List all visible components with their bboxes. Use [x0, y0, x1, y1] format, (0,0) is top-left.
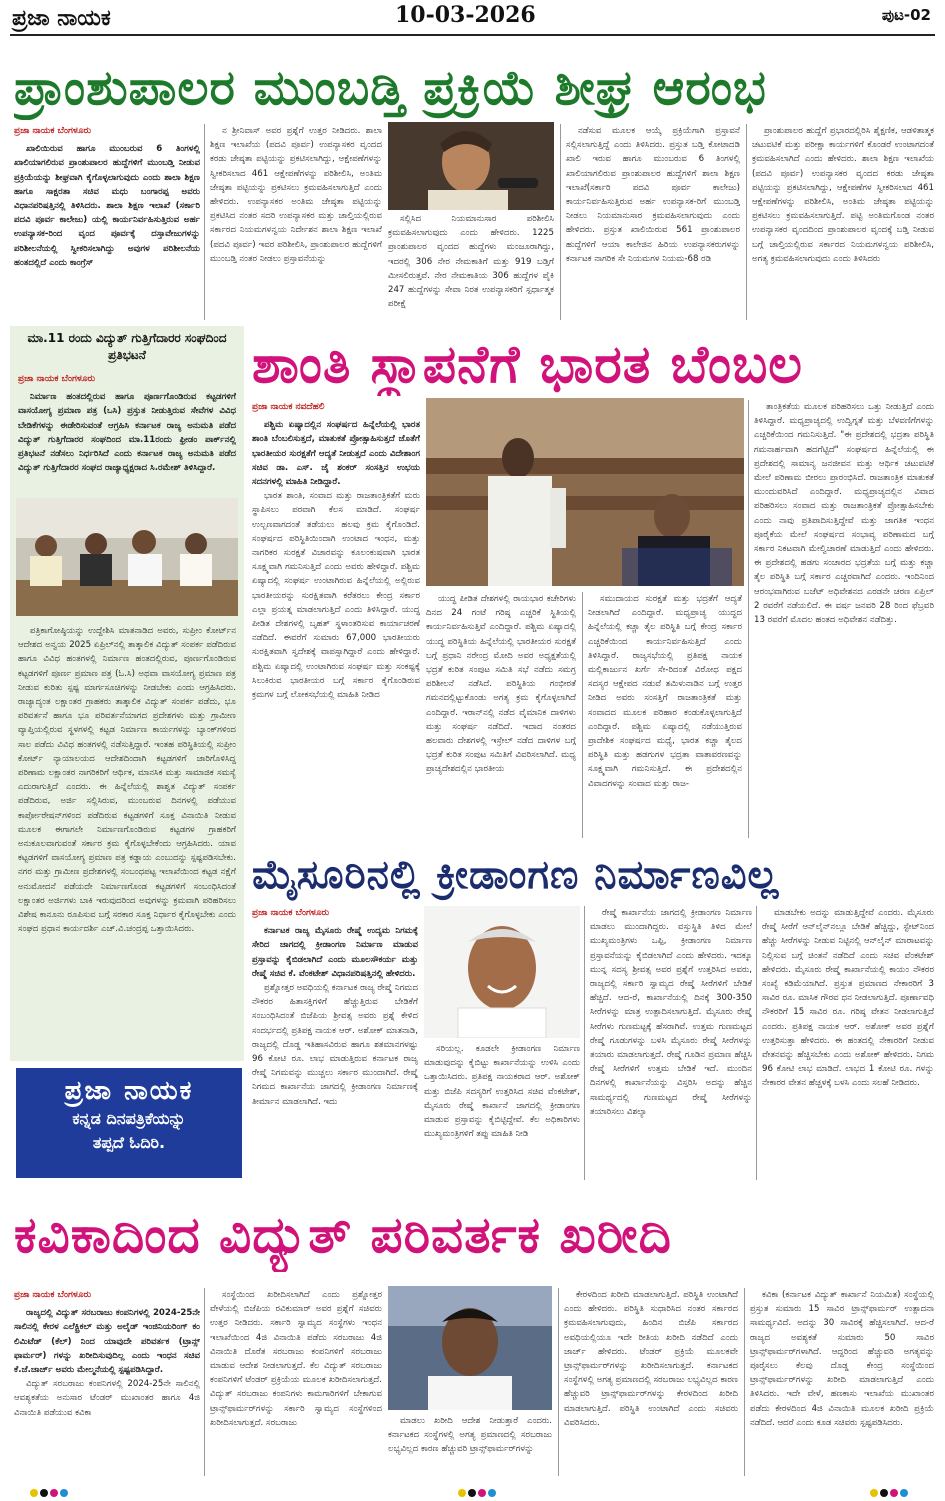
- headline-principal-promotion: ಪ್ರಾಂಶುಪಾಲರ ಮುಂಬಡ್ತಿ ಪ್ರಕ್ರಿಯೆ ಶೀಘ್ರ ಆರಂಭ: [14, 60, 767, 116]
- story2-text-2: ಯುದ್ಧ ಪೀಡಿತ ದೇಶಗಳಲ್ಲಿ ರಾಯಭಾರ ಕಚೇರಿಗಳು ದಿನದ 24 ಗಂಟೆ ಗರಿಷ್ಠ ಎಚ್ಚರಿಕೆ ಸ್ಥಿತಿಯಲ್ಲಿ ಕಾರ್ಯನಿರ್ವಹಿಸುತ್ತಿವೆ ಎಂದಿದ್ದಾರೆ. ಪಶ್ಚಿಮ ಏಷ್ಯಾದಲ್ಲಿ ಯುದ್ಧ ಪರಿಸ್ಥಿತಿಯ ಹಿನ್ನೆಲೆಯಲ್ಲಿ ಭಾರತೀಯರ ಸುರಕ್ಷತೆ ಬಗ್ಗೆ ಪ್ರಧಾನಿ ನರೇಂದ್ರ ಮೋದಿ ಅವರ ಅಧ್ಯಕ್ಷತೆಯಲ್ಲಿ ಭದ್ರತೆ ಕುರಿತ ಸಂಪುಟ ಸಮಿತಿ ಸಭೆ ನಡೆದು ಸಮಗ್ರ ಪರಿಶೀಲನೆ ನಡೆಸಿದೆ. ಪರಿಸ್ಥಿತಿಯ ಗಂಭೀರತೆ ಗಮನದಲ್ಲಿಟ್ಟುಕೊಂಡು ಅಗತ್ಯ ಕ್ರಮ ಕೈಗೊಳ್ಳಲಾಗಿದೆ ಎಂದಿದ್ದಾರೆ. ಇರಾನ್‌ನಲ್ಲಿ ನಡೆದ ವೈಮಾನಿಕ ದಾಳಿಗಳು ಮತ್ತು ಸಂಘರ್ಷ ನಡೆದಿದೆ. ಇದಾದ ನಂತರದ ಹಲವಾರು ದೇಶಗಳಲ್ಲಿ ಇಸ್ರೇಲ್ ನಡೆದ ದಾಳಿಗಳ ಬಗ್ಗೆ ಭದ್ರತೆ ಕುರಿತ ಸಂಪುಟ ಸಮಿತಿಗೆ ವಿವರಿಸಲಾಗಿದೆ. ಮಧ್ಯ ಪ್ರಾಚ್ಯದೇಶದಲ್ಲಿನ ಭಾರತೀಯ: [426, 594, 576, 775]
- story4-text-1: ವಿದ್ಯುತ್ ಸರಬರಾಜು ಕಂಪನಿಗಳಲ್ಲಿ 2024-25ನೇ ಸಾಲಿನಲ್ಲಿ ಆವಶ್ಯಕತೆಯ ಅನುಸಾರ ಟೆಂಡರ್ ಮುಖಾಂತರ ಹಾಗೂ 4ಜಿ ವಿನಾಯಿತಿ ಪಡೆಯುವ ಕವಿಕಾ: [14, 1379, 200, 1418]
- story3-text-3: ರೇಷ್ಮೆ ಕಾರ್ಖಾನೆಯ ಜಾಗದಲ್ಲಿ ಕ್ರೀಡಾಂಗಣ ನಿರ್ಮಾಣ ಮಾಡಲು ಮುಂದಾಗಿದ್ದರು. ವಸ್ತುಸ್ಥಿತಿ ತಿಳಿದ ಮೇಲೆ ಮುಖ್ಯಮಂತ್ರಿಗಳು ಒಪ್ಪಿ, ಕ್ರೀಡಾಂಗಣ ನಿರ್ಮಾಣ ಪ್ರಸ್ತಾವನೆಯನ್ನು ಕೈಬಿಡಲಾಗಿದೆ ಎಂದು ಹೇಳಿದರು. ಇದಕ್ಕೂ ಮುನ್ನ ಸದಸ್ಯ ಶ್ರೀವತ್ಸ ಅವರ ಪ್ರಶ್ನೆಗೆ ಉತ್ತರಿಸಿದ ಅವರು, ರಾಜ್ಯದಲ್ಲಿ ಸರ್ಕಾರಿ ಸ್ವಾಮ್ಯದ ರೇಷ್ಮೆ ಸೀರೆಗಳಿಗೆ ಬೇಡಿಕೆ ಹೆಚ್ಚಿದೆ. ಆದ-ರೆ, ಕಾರ್ಖಾನೆಯಲ್ಲಿ ದಿನಕ್ಕೆ 300-350 ಸೀರೆಗಳನ್ನು ಮಾತ್ರ ಉತ್ಪಾದಿಸಲಾಗುತ್ತಿದೆ. ಮೈಸೂರು ರೇಷ್ಮೆ ಸೀರೆಗಳು ಗುಣಮಟ್ಟಕ್ಕೆ ಹೆಸರಾಗಿವೆ. ಉತ್ತಮ ಗುಣಮಟ್ಟದ ರೇಷ್ಮೆ ಗೂಡುಗಳನ್ನು ಬಳಸಿ ಮೈಸೂರು ರೇಷ್ಮೆ ಸೀರೆಗಳನ್ನು ತಯಾರು ಮಾಡಲಾಗುತ್ತದೆ. ರೇಷ್ಮೆ ಗೂಡಿನ ಪ್ರಮಾಣ ಹೆಚ್ಚಿಸಿ ರೇಷ್ಮೆ ಸೀರೆಗಳಿಗೆ ಉತ್ತಮ ಬೇಡಿಕೆ ಇದೆ. ಮುಂದಿನ ದಿನಗಳಲ್ಲಿ ಕಾರ್ಖಾನೆಯನ್ನು ವಿಸ್ತರಿಸಿ ಅದನ್ನು ಹೆಚ್ಚಿನ ಸಾಮರ್ಥ್ಯದಲ್ಲಿ ಗುಣಮಟ್ಟದ ರೇಷ್ಮೆ ಸೀರೆಗಳನ್ನು ತಯಾರಿಸಲು ವಿಶಲ್ಯಾ: [590, 908, 752, 1117]
- story4-column-3: [388, 1414, 552, 1476]
- page-number: ಪುಟ-02: [881, 6, 931, 24]
- ad-line-2: ತಪ್ಪದೆ ಓದಿರಿ.: [92, 1133, 166, 1152]
- sidebar-byline: ಪ್ರಜಾ ನಾಯಕ ಬೆಂಗಳೂರು: [18, 374, 96, 384]
- column-divider: [744, 1288, 745, 1476]
- story2-column-4: [754, 400, 934, 838]
- story1-text-5: ಪ್ರಾಂಶುಪಾಲರ ಹುದ್ದೆಗೆ ಪ್ರಭಾರದಲ್ಲಿರಿಸಿ ಶೈಕ್ಷಣಿಕ, ಆಡಳಿತಾತ್ಮಕ ಚಟುವಟಿಕೆ ಮತ್ತು ಪರೀಕ್ಷಾ ಕಾರ್ಯಗಳಿಗೆ ಕೊಂಡರೆ ಉಂಟಾಗದಂತೆ ಕ್ರಮವಹಿಸಲಾಗಿದೆ ಎಂದು ಹೇಳಿದರು. ಶಾಲಾ ಶಿಕ್ಷಣ ಇಲಾಖೆಯ (ಪದವಿ ಪೂರ್ವ) ಉಪನ್ಯಾಸಕರ ವೃಂದದ ಕರಡು ಜೇಷ್ಠತಾ ಪಟ್ಟಿಯನ್ನು ಪ್ರಕಟಿಸಲಾಗಿದ್ದು, ಆಕ್ಷೇಪಣೆಗಳ ಸ್ವೀಕರಿಸಲಾದ 461 ಆಕ್ಷೇಪಣೆಗಳನ್ನು ಪರಿಶೀಲಿಸಿ, ಅಂತಿಮ ಜೇಷ್ಠತಾ ಪಟ್ಟಿಯನ್ನು ಪ್ರಕಟಿಸಲು ಕ್ರಮವಹಿಸಲಾಗುತ್ತಿದೆ. ಪಟ್ಟಿ ಅಂತಿಮಗೊಂಡ ನಂತರ ಉಪನ್ಯಾಸಕರ ವೃಂದದಿಂದ ಪ್ರಾಂಶುಪಾಲರ ವೃಂದಕ್ಕೆ ಬಡ್ತಿ ನೀಡುವ ಬಗ್ಗೆ ಚಾಲ್ತಿಯಲ್ಲಿರುವ ಸರ್ಕಾರದ ನಿಯಮಗಳನ್ವಯ ಪರಿಶೀಲಿಸಿ, ಅಗತ್ಯ ಕ್ರಮವಹಿಸಲಾಗುವುದು ಎಂದು ತಿಳಿಸಿದರು: [752, 126, 934, 264]
- story3-column-1: [252, 906, 418, 1180]
- story3-column-2: [424, 1042, 580, 1180]
- story4-text-4: ಕೇರಳದಿಂದ ಖರೀದಿ ಮಾಡಲಾಗುತ್ತಿದೆ. ಪರಿಸ್ಥಿತಿ ಉಂಟಾಗಿದೆ ಎಂದು ಹೇಳಿದರು. ಪರಿಸ್ಥಿತಿ ಸುಧಾರಿಸಿದ ನಂತರ ಸರ್ಕಾರದ ಕ್ರಮವಹಿಸಲಾಗುವುದು, ಹಿಂದಿನ ಬಿಜೆಪಿ ಸರ್ಕಾರದ ಅವಧಿಯಲ್ಲಿಯೂ ಇದೇ ರೀತಿಯ ಖರೀದಿ ನಡೆದಿದೆ ಎಂದು ಜಾರ್ಜ್ ಹೇಳಿದರು. ಟೆಂಡರ್ ಪ್ರಕ್ರಿಯೆ ಮೂಲಕವೇ ಟ್ರಾನ್ಸ್‌ಫಾರ್ಮರ್‌ಗಳನ್ನು ಖರೀದಿಸಲಾಗುತ್ತದೆ. ಕರ್ನಾಟಕದ ಸಂಸ್ಥೆಗಳಲ್ಲಿ ಅಗತ್ಯ ಪ್ರಮಾಣದಲ್ಲಿ ಸರಬರಾಜು ಲಭ್ಯವಿಲ್ಲದ ಕಾರಣ ಹೆಚ್ಚುವರಿ ಟ್ರಾನ್ಸ್‌ಫಾರ್ಮರ್‌ಗಳನ್ನು ಕೇರಳದಿಂದ ಖರೀದಿ ಮಾಡಲಾಗುತ್ತಿದೆ. ಪರಿಸ್ಥಿತಿ ಉಂಟಾಗಿದೆ ಎಂದು ಸಚಿವರು ವಿವರಿಸಿದರು.: [564, 1290, 738, 1428]
- photo-k-venkatesh: [424, 906, 580, 1038]
- print-registration-dots-right: [870, 1482, 910, 1501]
- column-divider: [204, 1288, 205, 1476]
- story2-column-2: [426, 592, 576, 838]
- print-registration-dots-left: [30, 1482, 70, 1501]
- column-divider: [748, 400, 749, 838]
- story1-column-4: [566, 124, 740, 320]
- column-divider: [582, 592, 583, 838]
- story4-column-2: [210, 1288, 382, 1476]
- column-divider: [560, 124, 561, 320]
- sidebar-headline: ಮಾ.11 ರಂದು ವಿದ್ಯುತ್ ಗುತ್ತಿಗೆದಾರರ ಸಂಘದಿಂದ ಪ್ರತಿಭಟನೆ: [27, 331, 227, 362]
- story3-text-2: ಸರಿಯಲ್ಲ. ಕೂಡಲೇ ಕ್ರೀಡಾಂಗಣ ನಿರ್ಮಾಣ ಮಾಡುವುದನ್ನು ಕೈಬಿಟ್ಟು ಕಾರ್ಖಾನೆಯನ್ನು ಉಳಿಸಿ ಎಂದು ಒತ್ತಾಯಿಸಿದರು. ಪ್ರತಿಪಕ್ಷ ನಾಯಕರಾದ ಆರ್. ಅಶೋಕ್ ಮತ್ತು ಬಿಜೆಪಿ ಸದಸ್ಯರಿಗೆ ಉತ್ತರಿಸಿದ ಸಚಿವ ವೆಂಕಟೇಶ್, ಮೈಸೂರು ರೇಷ್ಮೆ ಕಾರ್ಖಾನೆ ಜಾಗದಲ್ಲಿ ಕ್ರೀಡಾಂಗಣ ಮಾಡುವ ಪ್ರಸ್ತಾವನ್ನು ಕೈಬಿಟ್ಟಿದ್ದೇವೆ. ಕೆಲ ಅಧಿಕಾರಿಗಳು ಮುಖ್ಯಮಂತ್ರಿಗಳಿಗೆ ತಪ್ಪು ಮಾಹಿತಿ ನೀಡಿ: [424, 1044, 580, 1140]
- ad-line-1: ಕನ್ನಡ ದಿನಪತ್ರಿಕೆಯನ್ನು: [72, 1109, 186, 1128]
- story4-text-5: ಕವಿಕಾ (ಕರ್ನಾಟಕ ವಿದ್ಯುತ್ ಕಾರ್ಖಾನೆ ನಿಯಮಿತ) ಸಂಸ್ಥೆಯಲ್ಲಿ ಪ್ರಸ್ತುತ ಸುಮಾರು 15 ಸಾವಿರ ಟ್ರಾನ್ಸ್‌ಫಾರ್ಮರ್ ಉತ್ಪಾದನಾ ಸಾಮರ್ಥ್ಯವಿದೆ. ಅದನ್ನು 30 ಸಾವಿರಕ್ಕೆ ಹೆಚ್ಚಿಸಲಾಗಿದೆ. ಆದ-ರೆ ರಾಜ್ಯದ ಅವಶ್ಯಕತೆ ಸುಮಾರು 50 ಸಾವಿರ ಟ್ರಾನ್ಸ್‌ಫಾರ್ಮರ್‌ಗಳಾಗಿದೆ. ಆದ್ದರಿಂದ ಹೆಚ್ಚುವರಿ ಅಗತ್ಯವನ್ನು ಪೂರೈಸಲು ಕೆಲವು ದೊಡ್ಡ ಕೇಂದ್ರ ಸಂಸ್ಥೆಯಿಂದ ಟ್ರಾನ್ಸ್‌ಫಾರ್ಮರ್‌ಗಳನ್ನು ಖರೀದಿ ಮಾಡಲಾಗುತ್ತಿದೆ ಎಂದು ತಿಳಿಸಿದರು. ಇದೇ ವೇಳೆ, ಹಣಕಾಸು ಇಲಾಖೆಯ ಮುಖಾಂತರ ಪಡೆದು ಕೇರಳದಿಂದ 4ಜಿ ವಿನಾಯಿತಿ ಮೂಲಕ ಖರೀದಿ ಪ್ರಕ್ರಿಯೆ ನಡೆದಿದೆ. ಆದರೆ ಎಂದು ಕೂಡ ಸಚಿವರು ಸ್ಪಷ್ಟಪಡಿಸಿದರು.: [750, 1290, 934, 1428]
- subscribe-ad: [16, 1068, 242, 1178]
- story1-column-5: [752, 124, 934, 320]
- story1-text-3: ಸಲ್ಲಿಸಿದ ನಿಯಮಾನುಸಾರ ಪರಿಶೀಲಿಸಿ ಕ್ರಮವಹಿಸಲಾಗುವುದು ಎಂದು ಹೇಳಿದರು. 1225 ಪ್ರಾಂಶುಪಾಲರ ವೃಂದದ ಹುದ್ದೆಗಳು ಮಂಜೂರಾಗಿದ್ದು, ಇದರಲ್ಲಿ 306 ನೇರ ನೇಮಕಾತಿಗೆ ಮತ್ತು 919 ಬಡ್ತಿಗೆ ಮೀಸಲಿರುತ್ತವೆ. ನೇರ ನೇಮಕಾತಿಯ 306 ಹುದ್ದೆಗಳ ಪೈಕಿ 247 ಹುದ್ದೆಗಳನ್ನು ಸೇವಾ ನಿರತ ಉಪನ್ಯಾಸಕರಿಗೆ ಸ್ಪರ್ಧಾತ್ಮಕ ಪರೀಕ್ಷೆ: [388, 214, 554, 310]
- photo-parliament: [426, 398, 744, 586]
- story4-text-2: ಸಂಸ್ಥೆಯಿಂದ ಖರೀದಿಸಲಾಗಿದೆ ಎಂದು ಪ್ರಶ್ನೋತ್ತರ ವೇಳೆಯಲ್ಲಿ ಬಿಜೆಪಿಯ ರವಿಕುಮಾರ್ ಅವರ ಪ್ರಶ್ನೆಗೆ ಸಚಿವರು ಉತ್ತರ ನೀಡಿದರು. ಸರ್ಕಾರಿ ಸ್ವಾಮ್ಯದ ಸಂಸ್ಥೆಗಳು ಇಂಧನ ಇಲಾಖೆಯಿಂದ 4ಜಿ ವಿನಾಯಿತಿ ಪಡೆದು ಸರಬರಾಜು 4ಜಿ ವಿನಾಯಿತಿ ದೊರೆತ ಸರಬರಾಜು ಕಂಪನಿಗಳಿಗೆ ಸರಬರಾಜು ಮಾಡುವ ಆದೇಶ ನೀಡಲಾಗುತ್ತದೆ. ಕೆಲ ವಿದ್ಯುತ್ ಸರಬರಾಜು ಕಂಪನಿಗಳಿಗೆ ಟೆಂಡರ್ ಪ್ರಕ್ರಿಯೆಯ ಮೂಲಕ ಖರೀದಿಸಲಾಗುತ್ತದೆ. ವಿದ್ಯುತ್ ಸರಬರಾಜು ಕಂಪನಿಗಳು ಕಾಮಗಾರಿಗಳಿಗೆ ಬೇಕಾಗುವ ಟ್ರಾನ್ಸ್‌ಫಾರ್ಮರ್‌ಗಳನ್ನು ಸರ್ಕಾರಿ ಸ್ವಾಮ್ಯದ ಸಂಸ್ಥೆಗಳಿಂದ ಖರೀದಿಸಲಾಗುತ್ತದೆ. ಸರಬರಾಜು: [210, 1290, 382, 1428]
- masthead-rule: [10, 34, 935, 36]
- photo-press-meet: [16, 498, 238, 616]
- paper-name: ಪ್ರಜಾ ನಾಯಕ: [12, 6, 111, 31]
- story2-text-4: ತಾಂತ್ರಿಕತೆಯ ಮೂಲಕ ಪರಿಹರಿಸಲು ಒತ್ತು ನೀಡುತ್ತಿದೆ ಎಂದು ತಿಳಿಸಿದ್ದಾರೆ. ಮಧ್ಯಪ್ರಾಚ್ಯದಲ್ಲಿ ಉದ್ವಿಗ್ನತೆ ಮತ್ತು ಬೆಳವಣಿಗೆಗಳನ್ನು ಎಚ್ಚರಿಕೆಯಿಂದ ಗಮನಿಸುತ್ತಿದೆ. "ಈ ಪ್ರದೇಶದಲ್ಲಿ ಭದ್ರತಾ ಪರಿಸ್ಥಿತಿ ಗಮನಾರ್ಹವಾಗಿ ಹದಗೆಟ್ಟಿದೆ" ಸಂಘರ್ಷದ ಹಿನ್ನೆಲೆಯಲ್ಲಿ ಈ ಪ್ರದೇಶದಲ್ಲಿ ಸಾಮಾನ್ಯ ಜನಜೀವನ ಮತ್ತು ಆರ್ಥಿಕ ಚಟುವಟಿಕೆ ಮೇಲೆ ಪರಿಣಾಮ ಬೀರಲು ಪ್ರಾರಂಭಿಸಿದೆ. ರಾಜತಾಂತ್ರಿಕ ಮಾತುಕತೆ ಮುಂದುವರಿಸಿದೆ ಎಂದಿದ್ದಾರೆ. ಮಧ್ಯಪ್ರಾಚ್ಯದಲ್ಲಿನ ವಿವಾದ ಪರಿಹರಿಸಲು ಸಂವಾದ ಮತ್ತು ರಾಜತಾಂತ್ರಿಕತೆ ಪ್ರೋತ್ಸಾಹಿಸಬೇಕು ಎಂದು ನಾವು ಪ್ರತಿಪಾದಿಸುತ್ತಿದ್ದೇವೆ ಮತ್ತು ಜಾಗತಿಕ ಇಂಧನ ಪೂರೈಕೆಯ ಮೇಲೆ ಸಂಘರ್ಷದ ಸಂಭಾವ್ಯ ಪರಿಣಾಮದ ಬಗ್ಗೆ ಸರ್ಕಾರ ನಿಕಟವಾಗಿ ಮೇಲ್ವಿಚಾರಣೆ ಮಾಡುತ್ತಿದೆ ಎಂದು ಹೇಳಿದರು. ಈ ಪ್ರದೇಶದಲ್ಲಿ ಹಡಗು ಸಂಚಾರದ ಭದ್ರತೆಯ ಬಗ್ಗೆ ಮತ್ತು ಕಚ್ಚಾ ತೈಲ ಪರಿಸ್ಥಿತಿ ಬಗ್ಗೆ ಸರ್ಕಾರ ಎಚ್ಚರವಾಗಿದೆ ಎಂದರು. ಇಂದಿನಿಂದ ಆರಂಭವಾಗಿರುವ ಬಜೆಟ್ ಅಧಿವೇಶನದ ಎರಡನೇ ಚರಣ ಏಪ್ರಿಲ್ 2 ರವರೆಗೆ ನಡೆಯಲಿದೆ. ಈ ವರ್ಷ ಜನವರಿ 28 ರಿಂದ ಫೆಬ್ರವರಿ 13 ರವರೆಗೆ ಮೊದಲ ಹಂತದ ಅಧಿವೇಶನ ನಡೆದಿತ್ತು.: [754, 402, 934, 626]
- story4-lead: ರಾಜ್ಯದಲ್ಲಿ ವಿದ್ಯುತ್ ಸರಬರಾಜು ಕಂಪನಿಗಳಲ್ಲಿ 2024-25ನೇ ಸಾಲಿನಲ್ಲಿ ಕೇರಳ ಎಲೆಕ್ಟ್ರಿಕಲ್ ಮತ್ತು ಅಲೈಡ್ ಇಂಜಿನಿಯರಿಂಗ್ ಕಂ ಲಿಮಿಟೆಡ್ (ಕೆಲ್) ನಿಂದ ಯಾವುದೇ ಪರಿವರ್ತಕ (ಟ್ರಾನ್ಸ್ ಫಾರ್ಮರ್) ಗಳನ್ನು ಖರೀದಿಸುವುದಿಲ್ಲ ಎಂದು ಇಂಧನ ಸಚಿವ ಕೆ.ಜೆ.ಜಾರ್ಜ್ ಅವರು ಮೇಲ್ಮನೆಯಲ್ಲಿ ಸ್ಪಷ್ಟಪಡಿಸಿದ್ದಾರೆ.: [14, 1308, 200, 1376]
- photo-kj-george: [388, 1286, 552, 1410]
- headline-mysuru-stadium: ಮೈಸೂರಿನಲ್ಲಿ ಕ್ರೀಡಾಂಗಣ ನಿರ್ಮಾಣವಿಲ್ಲ: [252, 852, 780, 898]
- story1-byline: ಪ್ರಜಾ ನಾಯಕ ಬೆಂಗಳೂರು: [14, 126, 92, 136]
- story4-column-4: [564, 1288, 738, 1476]
- masthead: [0, 0, 945, 58]
- story2-text-3: ಸಮುದಾಯದ ಸುರಕ್ಷತೆ ಮತ್ತು ಭದ್ರತೆಗೆ ಆದ್ಯತೆ ನೀಡಲಾಗಿದೆ ಎಂದಿದ್ದಾರೆ. ಮಧ್ಯಪ್ರಾಚ್ಯ ಯುದ್ಧದ ಹಿನ್ನೆಲೆಯಲ್ಲಿ ಕಚ್ಚಾ ತೈಲ ಪರಿಸ್ಥಿತಿ ಬಗ್ಗೆ ಕೇಂದ್ರ ಸರ್ಕಾರ ಎಚ್ಚರಿಕೆಯಿಂದ ಕಾರ್ಯನಿರ್ವಹಿಸುತ್ತಿದೆ ಎಂದು ತಿಳಿಸಿದ್ದಾರೆ. ರಾಜ್ಯಸಭೆಯಲ್ಲಿ ಪ್ರತಿಪಕ್ಷ ನಾಯಕ ಮಲ್ಲಿಕಾರ್ಜುನ ಖರ್ಗೆ ಸೇ-ರಿದಂತೆ ವಿರೋಧ ಪಕ್ಷದ ಸದಸ್ಯರ ಆಕ್ಷೇಪದ ನಡುವೆ ತಮಿಳುನಾಡಿನ ಬಗ್ಗೆ ಉತ್ತರ ನೀಡಿದ ಅವರು ಸಂಸತ್ತಿಗೆ ರಾಜತಾಂತ್ರಿಕತೆ ಮತ್ತು ಸಂವಾದದ ಮೂಲಕ ಪರಿಹಾರ ಕಂಡುಕೊಳ್ಳಲಾಗುತ್ತಿದೆ ಎಂದಿದ್ದಾರೆ. ಪಶ್ಚಿಮ ಏಷ್ಯಾದಲ್ಲಿ ನಡೆಯುತ್ತಿರುವ ಪ್ರಾದೇಶಿಕ ಸಂಘರ್ಷದ ಮಧ್ಯೆ, ಭಾರತ ಕಚ್ಚಾ ತೈಲದ ಪರಿಸ್ಥಿತಿ ಮತ್ತು ಹಡಗುಗಳ ಭದ್ರತಾ ವಾತಾವರಣವನ್ನು ಸೂಕ್ಷ್ಮವಾಗಿ ಗಮನಿಸುತ್ತಿದೆ. ಈ ಪ್ರದೇಶದಲ್ಲಿನ ವಿವಾದಗಳನ್ನು ಸಂವಾದ ಮತ್ತು ರಾಜ-: [588, 594, 742, 789]
- story1-column-2: [210, 124, 382, 320]
- sidebar-body: ಪತ್ರಿಕಾಗೋಷ್ಠಿಯನ್ನು ಉದ್ದೇಶಿಸಿ ಮಾತನಾಡಿದ ಅವರು, ಸುಪ್ರೀಂ ಕೋರ್ಟ್‌ನ ಆದೇಶದ ಅನ್ವಯ 2025 ಏಪ್ರಿಲ್‌ನಲ್ಲಿ ತಾತ್ಕಾಲಿಕ ವಿದ್ಯುತ್ ಸಂಪರ್ಕ ಪಡೆದಿರುವ ಹಾಗೂ ವಿವಿಧ ಹಂತಗಳಲ್ಲಿ ನಿರ್ಮಾಣ ಹಂತದಲ್ಲಿರುವ, ಪೂರ್ಣಗೊಂಡಿರುವ ಕಟ್ಟಡಗಳಿಗೆ ಪೂರ್ಣ ಪ್ರಮಾಣ ಪತ್ರ (ಓ.ಸಿ) ಅಥವಾ ವಾಸಯೋಗ್ಯ ಪ್ರಮಾಣ ಪತ್ರ ನೀಡುವ ಕುರಿತು ಸ್ಪಷ್ಟ ಮಾರ್ಗಸೂಚಿಗಳನ್ನು ನೀಡಬೇಕು ಎಂದು ಆಗ್ರಹಿಸಿದರು. ರಾಜ್ಯಾದ್ಯಂತ ಲಕ್ಷಾಂತರ ಗ್ರಾಹಕರು ತಾತ್ಕಾಲಿಕ ವಿದ್ಯುತ್ ಸಂಪರ್ಕ ಪಡೆದು, ಭೂ ಪರಿವರ್ತನೆ ಹಾಗೂ ಭೂ ಪರಿವರ್ತನೆಯಾಗದ ಪ್ರದೇಶಗಳು ಮತ್ತು ಗ್ರಾಮೀಣ ವ್ಯಾಪ್ತಿಯಲ್ಲಿರುವ ಸ್ಥಳಗಳಲ್ಲಿ ಕಟ್ಟಡ ನಿರ್ಮಾಣ ಕಾರ್ಯಗಳನ್ನು ಬ್ಯಾಂಕ್‌ಗಳಿಂದ ಸಾಲ ಪಡೆದು ವಿವಿಧ ಹಂತಗಳಲ್ಲಿ ನಡೆಸುತ್ತಿದ್ದಾರೆ. ಇಂತಹ ಪರಿಸ್ಥಿತಿಯಲ್ಲಿ ಸುಪ್ರೀಂ ಕೋರ್ಟ್ ನ್ಯಾಯಾಲಯದ ಆದೇಶದಿಂದಾಗಿ ಕಟ್ಟಡಗಳಿಗೆ ಜಾರಿಗೊಳಿಸಿದ್ದ ಪರಿಣಾಮ ಲಕ್ಷಾಂತರ ನಾಗರಿಕರಿಗೆ ಆರ್ಥಿಕ, ಮಾನಸಿಕ ಮತ್ತು ಸಾಮಾಜಿಕ ಸಮಸ್ಯೆ ಎದುರಾಗುತ್ತಿದೆ ಎಂದರು. ಈ ಹಿನ್ನೆಲೆಯಲ್ಲಿ ಶಾಶ್ವತ ವಿದ್ಯುತ್ ಸಂಪರ್ಕ ಪಡೆದಿರುವ, ಅರ್ಜಿ ಸಲ್ಲಿಸಿರುವ, ಮುಂಬರುವ ದಿನಗಳಲ್ಲಿ ಪಡೆಯುವ ಕಾರ್ಪೋರೇಷನ್‌ಗಳಿಂದ ಪಡೆದಿರುವ ಕಟ್ಟಡಗಳಿಗೆ ಸೂಕ್ತ ವಿನಾಯಿತಿ ನೀಡುವ ಮೂಲಕ ಈಗಾಗಲೇ ನಿರ್ಮಾಣಗೊಂಡಿರುವ ಕಟ್ಟಡಗಳ ಗ್ರಾಹಕರಿಗೆ ಅನುಕೂಲವಾಗುವಂತೆ ಸರ್ಕಾರ ಕ್ರಮ ಕೈಗೊಳ್ಳಬೇಕೆಂದು ಆಗ್ರಹಿಸಿದರು. ಯಾವ ಕಟ್ಟಡಗಳಿಗೆ ವಾಸಯೋಗ್ಯ ಪ್ರಮಾಣ ಪತ್ರ ಕಡ್ಡಾಯ ಎಂಬುದನ್ನು ಸ್ಪಷ್ಟಪಡಿಸಬೇಕು. ನಗರ ಮತ್ತು ಗ್ರಾಮೀಣ ಪ್ರದೇಶಗಳಲ್ಲಿ ಸಂಬಂಧಪಟ್ಟ ಇಲಾಖೆಯಿಂದ ಕಟ್ಟಡ ನಕ್ಷೆಗೆ ಅನುಮೋದನೆ ಪಡೆಯದೇ ನಿರ್ಮಾಣಗೊಂಡ ಕಟ್ಟಡಗಳಿಗೆ ಸಂಬಂಧಿಸಿದಂತೆ ಲಕ್ಷಾಂತರ ಅರ್ಜಿಗಳು ಬಾಕಿ ಇರುವುದರಿಂದ ಅವುಗಳನ್ನು ಕ್ರಮವಾಗಿ ಪರಿಹರಿಸಲು ವಿಶೇಷ ಕಾನೂನು ರೂಪಿಸುವ ಬಗ್ಗೆ ಸರಕಾರ ಸೂಕ್ತ ನಿರ್ಧಾರ ಕೈಗೊಳ್ಳಬೇಕು ಎಂದು ಸಂಘದ ಪ್ರಧಾನ ಕಾರ್ಯದರ್ಶಿ ಎಚ್.ವಿ.ಚಂದ್ರಪ್ಪ ಒತ್ತಾಯಿಸಿದರು.: [18, 626, 236, 935]
- story1-text-2: ನ ಶ್ರೀನಿವಾಸ್ ಅವರ ಪ್ರಶ್ನೆಗೆ ಉತ್ತರ ನೀಡಿದರು. ಶಾಲಾ ಶಿಕ್ಷಣ ಇಲಾಖೆಯ (ಪದವಿ ಪೂರ್ವ) ಉಪನ್ಯಾಸಕರ ವೃಂದದ ಕರಡು ಜೇಷ್ಠತಾ ಪಟ್ಟಿಯನ್ನು ಪ್ರಕಟಿಸಲಾಗಿದ್ದು, ಆಕ್ಷೇಪಣೆಗಳನ್ನು ಸ್ವೀಕರಿಸಲಾದ 461 ಆಕ್ಷೇಪಣೆಗಳನ್ನು ಪರಿಶೀಲಿಸಿ, ಅಂತಿಮ ಜೇಷ್ಠತಾ ಪಟ್ಟಿಯನ್ನು ಪ್ರಕಟಿಸಲು ಕ್ರಮವಹಿಸಲಾಗುತ್ತಿದೆ ಎಂದು ಹೇಳಿದರು. ಉಪನ್ಯಾಸಕರ ಅಂತಿಮ ಜೇಷ್ಠತಾ ಪಟ್ಟಿಯನ್ನು ಪ್ರಕಟಿಸಿದ ನಂತರ ಸದರಿ ಉಪನ್ಯಾಸಕರ ಮತ್ತು ಚಾಲ್ತಿಯಲ್ಲಿರುವ ಸರ್ಕಾರದ ನಿಯಮಗಳನ್ವಯ ನಿರ್ದೇಶನ ಶಾಲಾ ಶಿಕ್ಷಣ ಇಲಾಖೆ (ಪದವಿ ಪೂರ್ವ) ಇವರ ಪರಿಶೀಲಿಸಿ, ಪ್ರಾಂಶುಪಾಲರ ಹುದ್ದೆಗಳಿಗೆ ಮುಂಬಡ್ತಿ ನಂತರ ನೀಡಲು ಪ್ರಸ್ತಾವನೆಯನ್ನು: [210, 126, 382, 264]
- story1-column-1: [14, 124, 200, 320]
- ad-title: ಪ್ರಜಾ ನಾಯಕ: [64, 1076, 194, 1106]
- story3-text-4: ಮಾಡಬೇಕು ಅದನ್ನು ಮಾಡುತ್ತಿದ್ದೇವೆ ಎಂದರು. ಮೈಸೂರು ರೇಷ್ಮೆ ಸೀರೆಗೆ ಆನ್‌ಲೈನ್‌ನಲ್ಲೂ ಬೇಡಿಕೆ ಹೆಚ್ಚಿದ್ದು, ಸ್ಟೇಟ್‌ನಿಂದ ಹೆಚ್ಚು ಸೀರೆಗಳನ್ನು ನೀಡುವ ನಿಟ್ಟಿನಲ್ಲಿ ಆನ್‌ಲೈನ್ ಮಾರಾಟವನ್ನು ನಿಲ್ಲಿಸುವ ಬಗ್ಗೆ ಚಿಂತನೆ ನಡೆದಿದೆ ಎಂದು ಸಚಿವ ವೆಂಕಟೇಶ್ ಹೇಳಿದರು. ಮೈಸೂರು ರೇಷ್ಮೆ ಕಾರ್ಖಾನೆಯಲ್ಲಿ ಕಾಯಂ ನೌಕರರ ಸಂಖ್ಯೆ ಕಡಿಮೆಯಾಗಿದೆ. ಪ್ರಸ್ತುತ ಪ್ರಮಾಣದ ನೇಕಾರರಿಗೆ 3 ಸಾವಿರ ರೂ. ಮಾಸಿಕ ಗೌರವ ಧನ ನೀಡಲಾಗುತ್ತಿದೆ. ಪೂರ್ಣಾವಧಿ ನೌಕರರಿಗೆ 15 ಸಾವಿರ ರೂ. ಗರಿಷ್ಠ ವೇತನ ನೀಡಲಾಗುತ್ತಿದೆ ಎಂದರು. ಪ್ರತಿಪಕ್ಷ ನಾಯಕ ಆರ್. ಅಶೋಕ್ ಅವರ ಪ್ರಶ್ನೆಗೆ ಉತ್ತರಿಸುತ್ತಾ ಹೇಳಿದರು. ಈ ಹಂತದಲ್ಲಿ ನೇಕಾರರಿಗೆ ನೀಡುವ ವೇತನವನ್ನು ಹೆಚ್ಚಿಸಬೇಕು ಎಂದು ಅಶೋಕ್ ಹೇಳಿದರು. ನಿಗಮ 96 ಕೋಟಿ ಲಾಭ ಮಾಡಿದೆ. ಲಾಭದ 1 ಕೋಟಿ ರೂ. ಗಳನ್ನು ನೇಕಾರರ ವೇತನ ಹೆಚ್ಚಳಕ್ಕೆ ಬಳಸಿ ಎಂದು ಸಲಹೆ ನೀಡಿದರು.: [762, 908, 934, 1089]
- story4-text-3: ಮಾಡಲು ಖರೀದಿ ಆದೇಶ ನೀಡುತ್ತಾರೆ ಎಂದರು. ಕರ್ನಾಟಕದ ಸಂಸ್ಥೆಗಳಲ್ಲಿ ಅಗತ್ಯ ಪ್ರಮಾಣದಲ್ಲಿ ಸರಬರಾಜು ಲಭ್ಯವಿಲ್ಲದ ಕಾರಣ ಹೆಚ್ಚುವರಿ ಟ್ರಾನ್ಸ್‌ಫಾರ್ಮರ್‌ಗಳನ್ನು: [388, 1416, 552, 1455]
- column-divider: [756, 906, 757, 1180]
- story4-byline: ಪ್ರಜಾ ನಾಯಕ ಬೆಂಗಳೂರು: [14, 1290, 92, 1300]
- column-divider: [584, 906, 585, 1180]
- story3-lead: ಕರ್ನಾಟಕ ರಾಜ್ಯ ಮೈಸೂರು ರೇಷ್ಮೆ ಉದ್ಯಮ ನಿಗಮಕ್ಕೆ ಸೇರಿದ ಜಾಗದಲ್ಲಿ ಕ್ರೀಡಾಂಗಣ ನಿರ್ಮಾಣ ಮಾಡುವ ಪ್ರಸ್ತಾವನ್ನು ಕೈಬಿಡಲಾಗಿದೆ ಎಂದು ಮೂಲಸೌಕರ್ಯ ಮತ್ತು ರೇಷ್ಮೆ ಸಚಿವ ಕೆ. ವೆಂಕಟೇಶ್ ವಿಧಾನಪರಿಷತ್ತಿನಲ್ಲಿ ಹೇಳಿದರು.: [252, 926, 418, 979]
- photo-madhu-bangarappa: [388, 122, 554, 210]
- story1-text-4: ನಡೆಸುವ ಮೂಲಕ ಆಯ್ಕೆ ಪ್ರಕ್ರಿಯೆಗಾಗಿ ಪ್ರಸ್ತಾವನೆ ಸಲ್ಲಿಸಲಾಗುತ್ತಿದ್ದೆ ಎಂದು ತಿಳಿಸಿದರು. ಪ್ರಸ್ತುತ ಬಡ್ತಿ ಕೋಟಾದಡಿ ಖಾಲಿ ಇರುವ ಹಾಗೂ ಮುಂಬರುವ 6 ತಿಂಗಳಲ್ಲಿ ಖಾಲಿಯಾಗಲಿರುವ ಪ್ರಾಂಶುಪಾಲರ ಹುದ್ದೆಗಳಿಗೆ ಶಾಲಾ ಶಿಕ್ಷಣ ಇಲಾಖೆ(ಸರ್ಕಾರಿ ಪದವಿ ಪೂರ್ವ ಕಾಲೇಜು) ಕಾರ್ಯನಿರ್ವಹಿಸುತ್ತಿರುವ ಅರ್ಹ ಉಪನ್ಯಾಸಕ-ರಿಗೆ ಮುಂಬಡ್ತಿ ನೀಡಲು ನಿಯಮಾನುಸಾರ ಕ್ರಮವಹಿಸಲಾಗುವುದು ಎಂದು ಹೇಳಿದರು. ಪ್ರಸ್ತುತ ಖಾಲಿಯಿರುವ 561 ಪ್ರಾಂಶುಪಾಲರ ಹುದ್ದೆಗಳಿಗೆ ಆಯಾ ಕಾಲೇಜಿನ ಹಿರಿಯ ಉಪನ್ಯಾಸಕರುಗಳನ್ನು ಕರ್ನಾಟಕ ನಾಗರಿಕ ಸೇ ನಿಯಮಗಳ ನಿಯಮ-68 ರಡಿ: [566, 126, 740, 264]
- story4-column-1: [14, 1288, 200, 1476]
- headline-transformer-purchase: ಕವಿಕಾದಿಂದ ವಿದ್ಯುತ್ ಪರಿವರ್ತಕ ಖರೀದಿ: [14, 1206, 672, 1264]
- sidebar-lead: ನಿರ್ಮಾಣ ಹಂತದಲ್ಲಿರುವ ಹಾಗೂ ಪೂರ್ಣಗೊಂಡಿರುವ ಕಟ್ಟಡಗಳಿಗೆ ವಾಸಯೋಗ್ಯ ಪ್ರಮಾಣ ಪತ್ರ (ಒಸಿ) ಪ್ರಸ್ತುತ ನೀಡುತ್ತಿರುವ ಸೇವೆಗಳ ವಿವಿಧ ಬೇಡಿಕೆಗಳನ್ನು ಈಡೇರಿಸುವಂತೆ ಆಗ್ರಹಿಸಿ ಕರ್ನಾಟಕ ರಾಜ್ಯ ಅನುಮತಿ ಪಡೆದ ವಿದ್ಯುತ್ ಗುತ್ತಿಗೆದಾರರ ಸಂಘದಿಂದ ಮಾ.11ರಂದು ಫ್ರೀಡಂ ಪಾರ್ಕ್‌ನಲ್ಲಿ ಪ್ರತಿಭಟನೆ ನಡೆಸಲು ನಿರ್ಧರಿಸಿದೆ ಎಂದು ಕರ್ನಾಟಕ ರಾಜ್ಯ ಅನುಮತಿ ಪಡೆದ ವಿದ್ಯುತ್ ಗುತ್ತಿಗೆದಾರರ ಸಂಘದ ರಾಜ್ಯಾಧ್ಯಕ್ಷರಾದ ಸಿ.ರಮೇಶ್ ತಿಳಿಸಿದ್ದಾರೆ.: [18, 392, 236, 474]
- sidebar-lead-block: [18, 372, 236, 494]
- sidebar-body-block: [18, 624, 236, 1056]
- column-divider: [746, 124, 747, 320]
- sidebar-box: [10, 326, 244, 1061]
- story3-byline: ಪ್ರಜಾ ನಾಯಕ ಬೆಂಗಳೂರು: [252, 908, 330, 918]
- headline-peace-support: ಶಾಂತಿ ಸ್ಥಾಪನೆಗೆ ಭಾರತ ಬೆಂಬಲ: [252, 335, 803, 395]
- print-registration-dots-center: [458, 1482, 498, 1501]
- story3-text-1: ಪ್ರಶ್ನೋತ್ತರ ಅವಧಿಯಲ್ಲಿ ಕರ್ನಾಟಕ ರಾಜ್ಯ ರೇಷ್ಮೆ ನಿಗಮದ ನೌಕರರ ಹಿತಾಸಕ್ತಿಗಳಿಗೆ ಹೆಚ್ಚುತ್ತಿರುವ ಬೇಡಿಕೆಗೆ ಸಂಬಂಧಿಸಿದಂತೆ ಬಿಜೆಪಿಯ ಶ್ರೀವತ್ಸ ಅವರು ಪ್ರಶ್ನೆ ಕೇಳಿದ ಸಂದರ್ಭದಲ್ಲಿ ಪ್ರತಿಪಕ್ಷ ನಾಯಕ ಆರ್. ಅಶೋಕ್ ಮಾತನಾಡಿ, ರಾಜ್ಯದಲ್ಲಿ ದೊಡ್ಡ ಇತಿಹಾಸವಿರುವ ಹಾಗೂ ಶತಮಾನಗಳಷ್ಟು 96 ಕೋಟಿ ರೂ. ಲಾಭ ಮಾಡುತ್ತಿರುವ ಕರ್ನಾಟಕ ರಾಜ್ಯ ರೇಷ್ಮೆ ನಿಗಮವನ್ನು ಮುಚ್ಚಲು ಸರ್ಕಾರ ಮುಂದಾಗಿದೆ. ರೇಷ್ಮೆ ನಿಗಮದ ಕಾರ್ಖಾನೆಯ ಜಾಗದಲ್ಲಿ ಕ್ರೀಡಾಂಗಣ ನಿರ್ಮಾಣಕ್ಕೆ ತೀರ್ಮಾನ ಮಾಡಲಾಗಿದೆ. ಇದು: [252, 983, 418, 1107]
- issue-date: 10-03-2026: [395, 2, 536, 28]
- story2-byline: ಪ್ರಜಾ ನಾಯಕ ನವದೆಹಲಿ: [252, 402, 325, 412]
- story1-text-1: ಖಾಲಿಯಿರುವ ಹಾಗೂ ಮುಂಬರುವ 6 ತಿಂಗಳಲ್ಲಿ ಖಾಲಿಯಾಗಲಿರುವ ಪ್ರಾಂಶುಪಾಲರ ಹುದ್ದೆಗಳಿಗೆ ಮುಂಬಡ್ತಿ ನೀಡುವ ಪ್ರಕ್ರಿಯೆಯನ್ನು ಶೀಘ್ರವಾಗಿ ಕೈಗೊಳ್ಳಲಾಗುವುದು ಎಂದು ಶಾಲಾ ಶಿಕ್ಷಣ ಹಾಗೂ ಸಾಕ್ಷರತಾ ಸಚಿವ ಮಧು ಬಂಗಾರಪ್ಪ ಅವರು ವಿಧಾನಪರಿಷತ್ತಿನಲ್ಲಿ ತಿಳಿಸಿದರು. ಶಾಲಾ ಶಿಕ್ಷಣ ಇಲಾಖೆ (ಸರ್ಕಾರಿ ಪದವಿ ಪೂರ್ವ ಕಾಲೇಜು) ಯಲ್ಲಿ ಕಾರ್ಯನಿರ್ವಹಿಸುತ್ತಿರುವ ಅರ್ಹ ಉಪನ್ಯಾಸಕ-ರಿಂದ ವೃಂದ ಪೂರ್ವಕ್ಕೆ ದಸ್ತಾವೇಜುಗಳನ್ನು ಪರಿಶೀಲನೆಯಲ್ಲಿ ಸ್ವೀಕರಿಸಲಾಗಿದ್ದು ಅವುಗಳ ಪರಿಶೀಲನೆಯ ಹಂತದಲ್ಲಿದೆ ಎಂದು ಕಾಂಗ್ರೆಸ್: [14, 144, 200, 268]
- story2-text-1: ಭಾರತ ಶಾಂತಿ, ಸಂವಾದ ಮತ್ತು ರಾಜತಾಂತ್ರಿಕತೆಗೆ ಮರು ಸ್ಥಾಪಿಸಲು ಪರವಾಗಿ ಕೆಲಸ ಮಾಡಿದೆ. ಸಂಘರ್ಷ ಉಲ್ಬಣವಾಗದಂತೆ ತಡೆಯಲು ಹಲವು ಕ್ರಮ ಕೈಗೊಂಡಿದೆ. ಸಂಘರ್ಷದ ಪರಿಸ್ಥಿತಿಯಿಂದಾಗಿ ಉಂಟಾದ ಇಂಧನ, ಮತ್ತು ನಾಗರಿಕರ ಸುರಕ್ಷತೆ ವಿಚಾರವನ್ನು ಕೂಲಂಕುಷವಾಗಿ ಭಾರತ ಸೂಕ್ಷ್ಮವಾಗಿ ಗಮನಿಸುತ್ತಿದೆ ಎಂದು ಅವರು ಹೇಳಿದ್ದಾರೆ. ಪಶ್ಚಿಮ ಏಷ್ಯಾದಲ್ಲಿ ಸಂಘರ್ಷ ಉಂಟಾಗಿರುವ ಹಿನ್ನೆಲೆಯಲ್ಲಿ ಅಲ್ಲಿರುವ ಭಾರತೀಯರನ್ನು ಸುರಕ್ಷಿತವಾಗಿ ಕರೆತರಲು ಕೇಂದ್ರ ಸರ್ಕಾರ ಎಲ್ಲಾ ಪ್ರಯತ್ನ ಮಾಡಲಾಗುತ್ತಿದೆ ಎಂದು ತಿಳಿಸಿದ್ದಾರೆ. ಯುದ್ಧ ಪೀಡಿತ ದೇಶಗಳಲ್ಲಿ ಬೃಹತ್ ಸ್ಥಳಾಂತರಿಸುವ ಕಾರ್ಯಾಚರಣೆ ನಡೆದಿದೆ. ಈವರೆಗೆ ಸುಮಾರು 67,000 ಭಾರತೀಯರು ಸುರಕ್ಷಿತವಾಗಿ ಸ್ವದೇಶಕ್ಕೆ ವಾಪಸ್ಸಾಗಿದ್ದಾರೆ ಎಂದು ಹೇಳಿದ್ದಾರೆ. ಪಶ್ಚಿಮ ಏಷ್ಯಾದಲ್ಲಿ ಉಂಟಾಗಿರುವ ಸಂಘರ್ಷ ಮತ್ತು ಸಂಕಷ್ಟಕ್ಕೆ ಸಿಲುಕಿರುವ ಭಾರತೀಯರ ಬಗ್ಗೆ ಸರ್ಕಾರ ಕೈಗೊಂಡಿರುವ ಕ್ರಮಗಳ ಬಗ್ಗೆ ಲೋಕಸಭೆಯಲ್ಲಿ ಮಾಹಿತಿ ನೀಡಿದ: [252, 491, 420, 701]
- story2-lead: ಪಶ್ಚಿಮ ಏಷ್ಯಾದಲ್ಲಿನ ಸಂಘರ್ಷದ ಹಿನ್ನೆಲೆಯಲ್ಲಿ ಭಾರತ ಶಾಂತಿ ಬೆಂಬಲಿಸುತ್ತದೆ, ಮಾತುಕತೆ ಪ್ರೋತ್ಸಾಹಿಸುತ್ತದೆ ಜೊತೆಗೆ ಭಾರತೀಯರ ಸುರಕ್ಷತೆಗೆ ಆದ್ಯತೆ ನೀಡುತ್ತದೆ ಎಂದು ವಿದೇಶಾಂಗ ಸಚಿವ ಡಾ. ಎಸ್. ಜೈ ಶಂಕರ್ ಸಂಸತ್ತಿನ ಉಭಯ ಸದನಗಳಲ್ಲಿ ಮಾಹಿತಿ ನೀಡಿದ್ದಾರೆ.: [252, 420, 420, 488]
- story2-column-1: [252, 400, 420, 838]
- story3-column-3: [590, 906, 752, 1180]
- story4-column-5: [750, 1288, 934, 1476]
- story3-column-4: [762, 906, 934, 1180]
- column-divider: [558, 1288, 559, 1476]
- story1-column-3: [388, 212, 554, 320]
- column-divider: [204, 124, 205, 320]
- story2-column-3: [588, 592, 742, 838]
